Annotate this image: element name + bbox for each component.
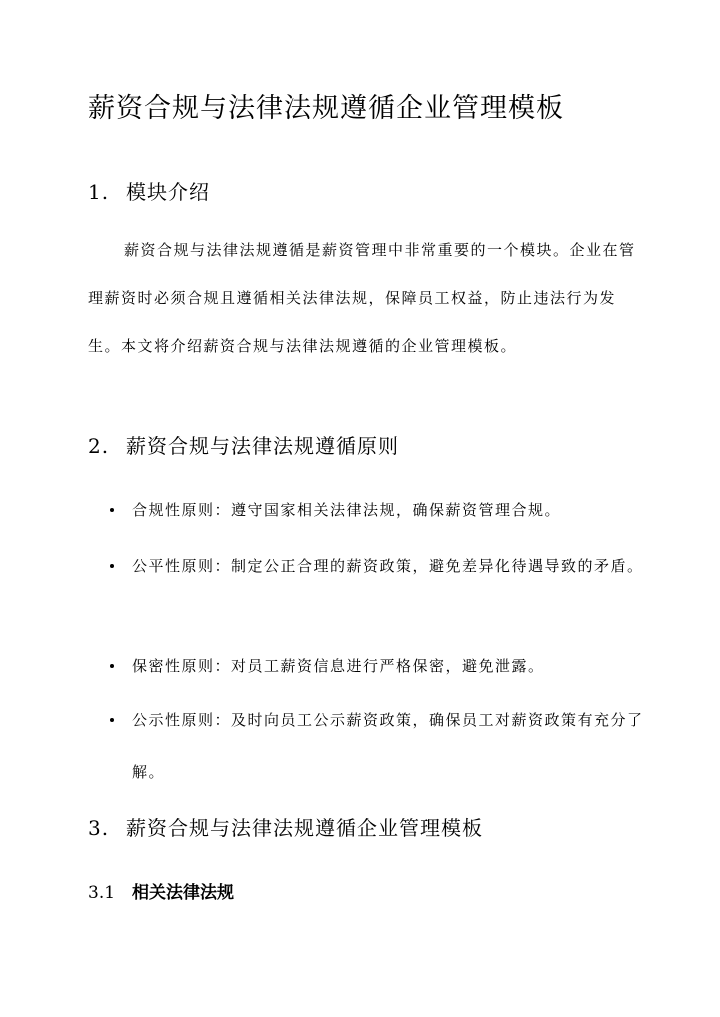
section-3-heading — [88, 812, 483, 841]
section-1-title: 模块介绍 — [126, 180, 210, 204]
section-2-heading — [88, 430, 399, 459]
section-3-1-title: 相关法律法规 — [132, 883, 234, 903]
principle-text: 合规性原则：遵守国家相关法律法规，确保薪资管理合规。 — [132, 501, 562, 519]
bullet-dot-icon — [110, 718, 114, 722]
bullet-dot-icon — [110, 664, 114, 668]
principle-list-item — [106, 694, 662, 798]
principle-list-item — [106, 484, 662, 536]
section-2-number: 2. — [88, 434, 110, 458]
principle-list-item — [106, 640, 662, 692]
section-3-title: 薪资合规与法律法规遵循企业管理模板 — [126, 816, 483, 840]
section-3-1-number: 3.1 — [88, 883, 116, 903]
section-1-paragraph: 薪资合规与法律法规遵循是薪资管理中非常重要的一个模块。企业在管理薪资时必须合规且遵循相关法律法规，保障员工权益，防止违法行为发生。本文将介绍薪资合规与法律法规遵循的企业管理模板。 — [88, 241, 636, 355]
principle-list-item — [106, 540, 662, 592]
section-1-number: 1. — [88, 180, 110, 204]
bullet-dot-icon — [110, 508, 114, 512]
section-3-1-heading — [88, 878, 234, 903]
principle-text: 公平性原则：制定公正合理的薪资政策，避免差异化待遇导致的矛盾。 — [132, 557, 644, 575]
bullet-dot-icon — [110, 564, 114, 568]
principle-text: 保密性原则：对员工薪资信息进行严格保密，避免泄露。 — [132, 657, 545, 675]
document-title: 薪资合规与法律法规遵循企业管理模板 — [88, 93, 564, 124]
section-3-number: 3. — [88, 816, 110, 840]
section-1-heading — [88, 176, 210, 205]
principle-text: 公示性原则：及时向员工公示薪资政策，确保员工对薪资政策有充分了解。 — [132, 711, 644, 781]
section-2-title: 薪资合规与法律法规遵循原则 — [126, 434, 399, 458]
